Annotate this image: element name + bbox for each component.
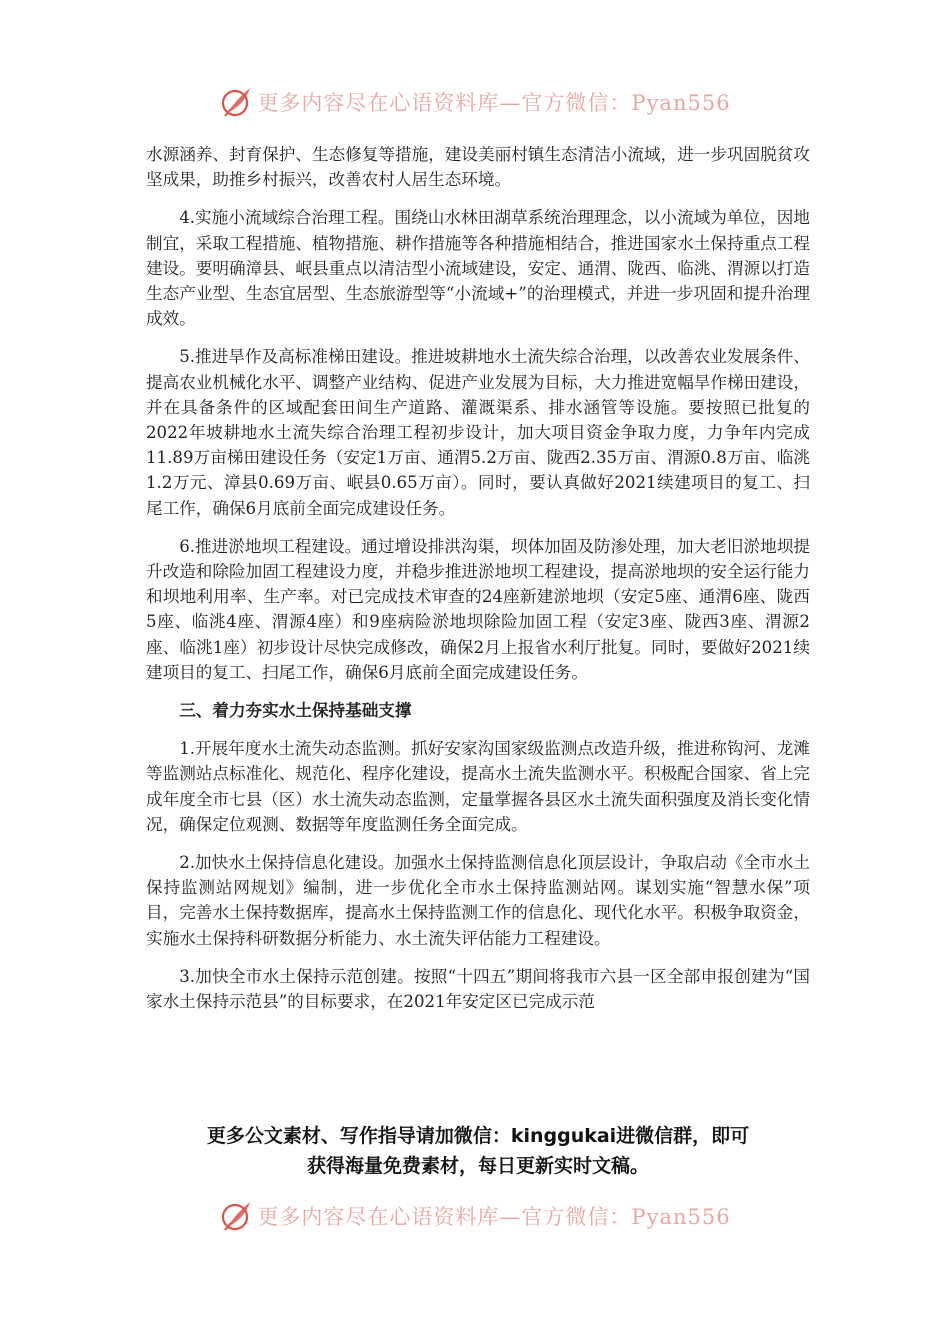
watermark-text: 更多内容尽在心语资料库—官方微信：Pyan556 xyxy=(257,1205,731,1229)
paragraph: 3.加快全市水土保持示范创建。按照“十四五”期间将我市六县一区全部申报创建为“国家水土保持示范县”的目标要求，在2021年安定区已完成示范 xyxy=(146,966,810,1012)
watermark-text: 更多内容尽在心语资料库—官方微信：Pyan556 xyxy=(257,91,731,115)
paragraph: 2.加快水土保持信息化建设。加强水土保持监测信息化顶层设计，争取启动《全市水土保持监测站网规划》编制，进一步优化全市水土保持监测站网。谋划实施“智慧水保”项目，完善水土保持数据库，提高水土保持监测工作的信息化、现代化水平。积极争取资金，实施水土保持科研数据分析能力、水土流失评估能力工程建设。 xyxy=(146,853,810,948)
paragraph: 水源涵养、封育保护、生态修复等措施，建设美丽村镇生态清洁小流域，进一步巩固脱贫攻坚成果，助推乡村振兴，改善农村人居生态环境。 xyxy=(146,145,810,190)
promo-line-1: 更多公文素材、写作指导请加微信：kinggukai进微信群，即可 xyxy=(206,1125,750,1147)
watermark-header xyxy=(0,82,950,122)
paragraph: 4.实施小流域综合治理工程。围绕山水林田湖草系统治理理念，以小流域为单位，因地制宜，采取工程措施、植物措施、耕作措施等各种措施相结合，推进国家水土保持重点工程建设。要明确漳县、岷县重点以清洁型小流域建设，安定、通渭、陇西、临洮、渭源以打造生态产业型、生态宜居型、生态旅游型等“小流域+”的治理模式，并进一步巩固和提升治理成效。 xyxy=(146,208,810,329)
paragraph: 5.推进旱作及高标准梯田建设。推进坡耕地水土流失综合治理，以改善农业发展条件、提高农业机械化水平、调整产业结构、促进产业发展为目标，大力推进宽幅旱作梯田建设，并在具备条件的区域配套田间生产道路、灌溉渠系、排水涵管等设施。要按照已批复的2022年坡耕地水土流失综合治理工程初步设计，加大项目资金争取力度，力争年内完成11.89万亩梯田建设任务（安定1万亩、通渭5.2万亩、陇西2.35万亩、渭源0.8万亩、临洮1.2万元、漳县0.69万亩、岷县0.65万亩）。同时，要认真做好2021续建项目的复工、扫尾工作，确保6月底前全面完成建设任务。 xyxy=(146,347,810,518)
section-heading: 三、着力夯实水土保持基础支撑 xyxy=(179,701,412,721)
promo-notice xyxy=(146,1121,810,1181)
paragraph: 1.开展年度水土流失动态监测。抓好安家沟国家级监测点改造升级，推进称钩河、龙滩等监测站点标准化、规范化、程序化建设，提高水土流失监测水平。积极配合国家、省上完成年度全市七县（区）水土流失动态监测，定量掌握各县区水土流失面积强度及消长变化情况，确保定位观测、数据等年度监测任务全面完成。 xyxy=(146,739,810,834)
promo-line-2: 获得海量免费素材，每日更新实时文稿。 xyxy=(306,1155,649,1177)
feather-pen-logo-icon xyxy=(219,1199,253,1233)
watermark-footer xyxy=(0,1196,950,1236)
feather-pen-logo-icon xyxy=(219,85,253,119)
paragraph: 6.推进淤地坝工程建设。通过增设排洪沟渠，坝体加固及防渗处理，加大老旧淤地坝提升改造和除险加固工程建设力度，并稳步推进淤地坝工程建设，提高淤地坝的安全运行能力和坝地利用率、生产率。对已完成技术审查的24座新建淤地坝（安定5座、通渭6座、陇西5座、临洮4座、渭源4座）和9座病险淤地坝除险加固工程（安定3座、陇西3座、渭源2座、临洮1座）初步设计尽快完成修改，确保2月上报省水利厅批复。同时，要做好2021续建项目的复工、扫尾工作，确保6月底前全面完成建设任务。 xyxy=(146,536,810,682)
document-body xyxy=(146,142,810,1027)
